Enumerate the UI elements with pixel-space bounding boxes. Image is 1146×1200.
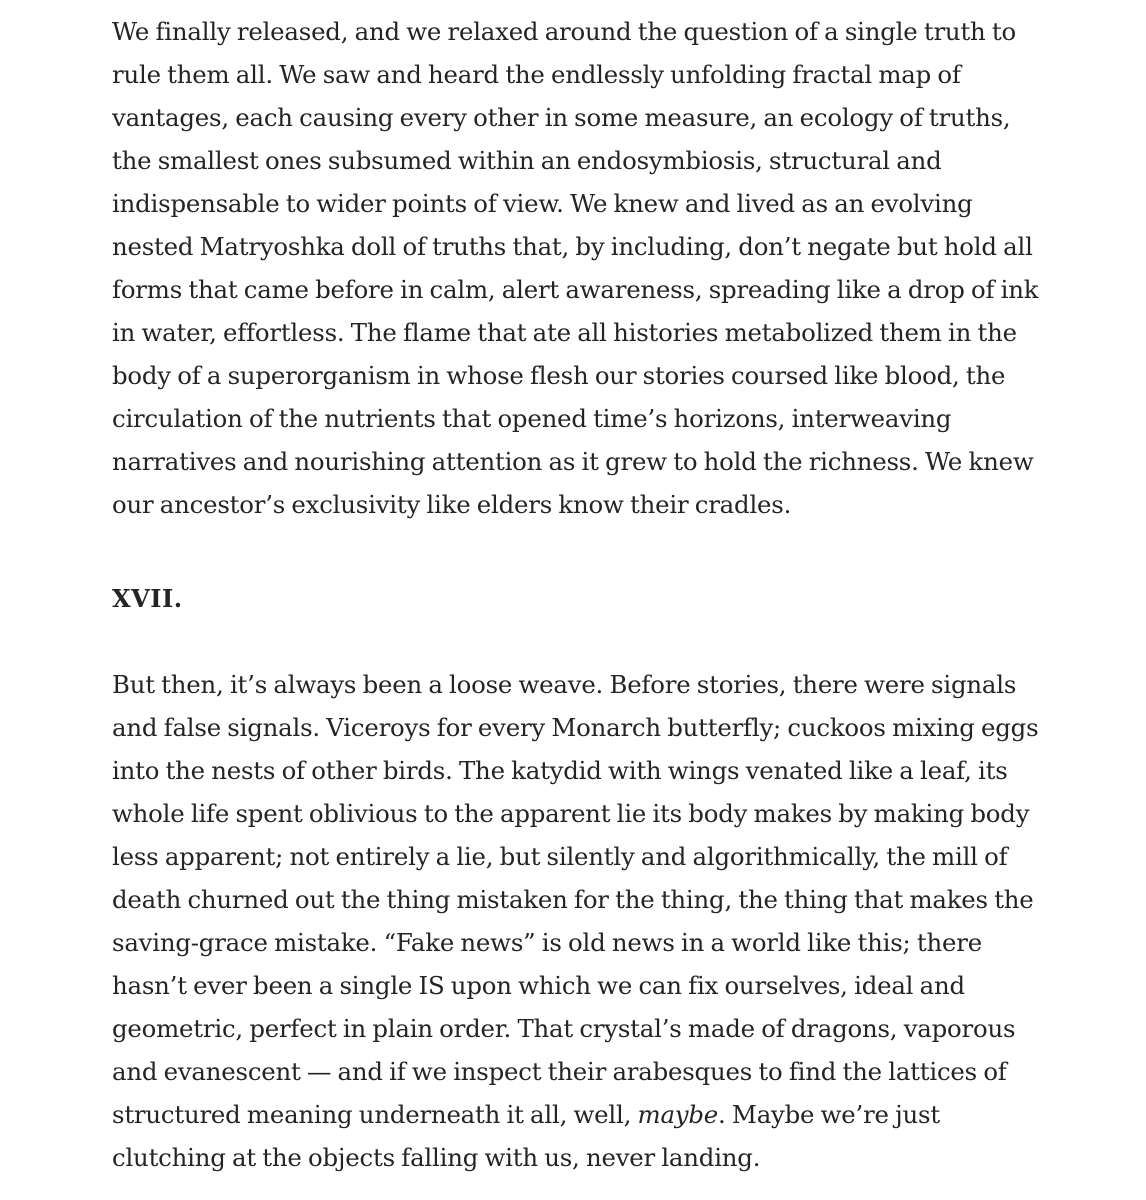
text-line: rule them all. We saw and heard the endlessly unfolding fractal map of [112,60,961,89]
text-line: circulation of the nutrients that opened time’s horizons, interweaving [112,404,952,433]
text-line: whole life spent oblivious to the apparent lie its body makes by making body [112,799,1030,828]
paragraph-2 [112,663,1038,1179]
text-line: forms that came before in calm, alert awareness, spreading like a drop of ink [112,275,1039,304]
text-line: body of a superorganism in whose flesh our stories coursed like blood, the [112,361,1006,390]
text-line: hasn’t ever been a single IS upon which we can fix ourselves, ideal and [112,971,965,1000]
text-line: in water, effortless. The flame that ate all histories metabolized them in the [112,318,1017,347]
text-segment: . Maybe we’re just [718,1100,940,1129]
text-line: nested Matryoshka doll of truths that, by including, don’t negate but hold all [112,232,1033,261]
text-segment: structured meaning underneath it all, well, [112,1100,638,1129]
text-line: narratives and nourishing attention as it grew to hold the richness. We knew [112,447,1034,476]
text-line: We finally released, and we relaxed around the question of a single truth to [112,17,1016,46]
text-line: But then, it’s always been a loose weave. Before stories, there were signals [112,670,1017,699]
text-line: geometric, perfect in plain order. That crystal’s made of dragons, vaporous [112,1014,1016,1043]
section-heading: XVII. [112,584,183,613]
text-line: clutching at the objects falling with us, never landing. [112,1143,761,1172]
text-line: indispensable to wider points of view. We knew and lived as an evolving [112,189,973,218]
text-line: vantages, each causing every other in some measure, an ecology of truths, [112,103,1011,132]
text-line: death churned out the thing mistaken for the thing, the thing that makes the [112,885,1034,914]
text-line: less apparent; not entirely a lie, but silently and algorithmically, the mill of [112,842,1008,871]
paragraph-1 [112,10,1038,526]
text-line: and false signals. Viceroys for every Monarch butterfly; cuckoos mixing eggs [112,713,1039,742]
text-line: our ancestor’s exclusivity like elders know their cradles. [112,490,792,519]
text-line: into the nests of other birds. The katydid with wings venated like a leaf, its [112,756,1008,785]
text-line: saving-grace mistake. “Fake news” is old news in a world like this; there [112,928,982,957]
emphasis-text: maybe [637,1100,719,1129]
text-line [112,1093,1038,1136]
text-line: the smallest ones subsumed within an endosymbiosis, structural and [112,146,942,175]
text-line: and evanescent — and if we inspect their arabesques to find the lattices of [112,1057,1007,1086]
